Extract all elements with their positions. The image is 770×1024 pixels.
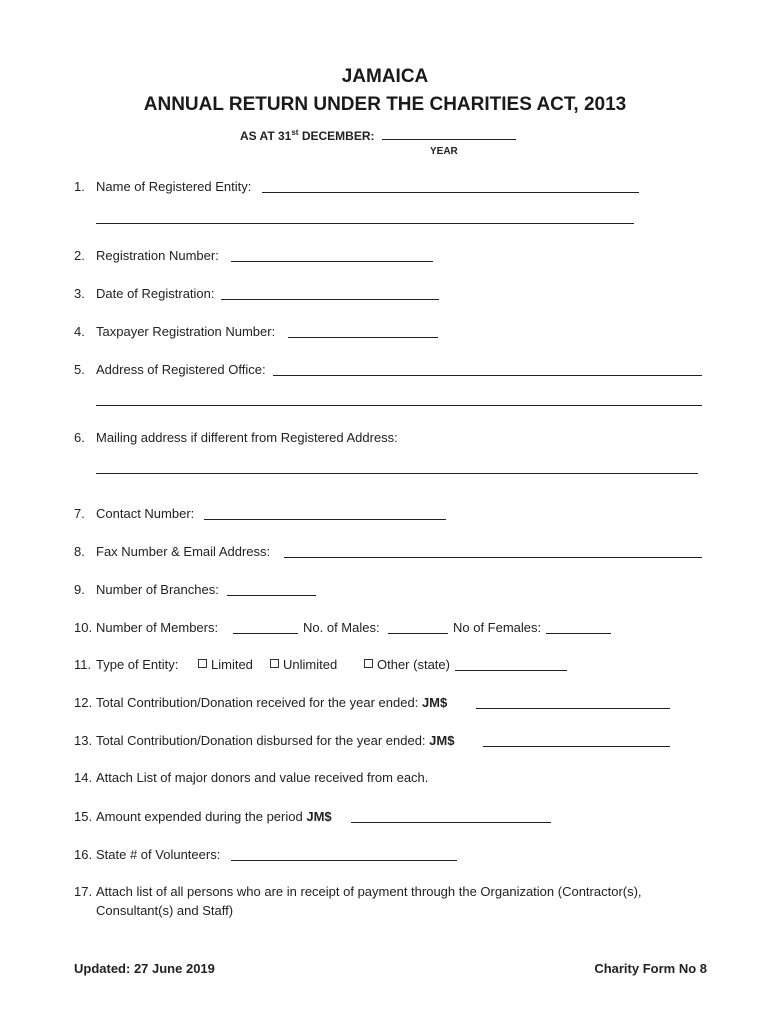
- option-unlimited[interactable]: Unlimited: [270, 657, 337, 672]
- form-number: Charity Form No 8: [594, 961, 707, 976]
- field-2: 2. Registration Number:: [74, 248, 219, 263]
- country-heading: JAMAICA: [341, 66, 429, 87]
- females-line[interactable]: [546, 633, 611, 634]
- entity-name-line-1[interactable]: [262, 192, 639, 193]
- volunteers-line[interactable]: [231, 860, 457, 861]
- year-input-line[interactable]: [382, 128, 516, 140]
- males-line[interactable]: [388, 633, 448, 634]
- field-4: 4. Taxpayer Registration Number:: [74, 324, 276, 339]
- fax-email-line[interactable]: [284, 557, 702, 558]
- year-label: YEAR: [430, 146, 458, 157]
- field-8: 8. Fax Number & Email Address:: [74, 544, 271, 559]
- field-3: 3. Date of Registration:: [74, 286, 215, 301]
- contact-number-line[interactable]: [204, 519, 446, 520]
- checkbox-limited[interactable]: [198, 659, 207, 668]
- option-other[interactable]: Other (state): [364, 657, 450, 672]
- field-10: 10. Number of Members:: [74, 620, 219, 635]
- field-17: 17. Attach list of all persons who are in receipt of payment through the Organization (Contractor(s),: [74, 884, 642, 899]
- field-12: 12. Total Contribution/Donation received for the year ended: JM$: [74, 695, 448, 710]
- form-title: ANNUAL RETURN UNDER THE CHARITIES ACT, 2013: [143, 94, 627, 115]
- field-6: 6. Mailing address if different from Registered Address:: [74, 430, 398, 445]
- as-at-line: AS AT 31st DECEMBER:: [240, 128, 516, 143]
- field-1: 1. Name of Registered Entity:: [74, 179, 252, 194]
- entity-name-line-2[interactable]: [96, 223, 634, 224]
- checkbox-unlimited[interactable]: [270, 659, 279, 668]
- contribution-received-line[interactable]: [476, 708, 670, 709]
- females-label: No of Females:: [453, 620, 542, 635]
- field-17-line2: Consultant(s) and Staff): [96, 903, 234, 918]
- branches-line[interactable]: [227, 595, 316, 596]
- other-state-line[interactable]: [455, 670, 567, 671]
- field-9: 9. Number of Branches:: [74, 582, 219, 597]
- updated-date: Updated: 27 June 2019: [74, 961, 215, 976]
- taxpayer-number-line[interactable]: [288, 337, 438, 338]
- mailing-address-line[interactable]: [96, 473, 698, 474]
- males-label: No. of Males:: [303, 620, 380, 635]
- field-14: 14. Attach List of major donors and value received from each.: [74, 770, 429, 785]
- registered-address-line-1[interactable]: [273, 375, 702, 376]
- members-line[interactable]: [233, 633, 298, 634]
- date-of-registration-line[interactable]: [221, 299, 439, 300]
- amount-expended-line[interactable]: [351, 822, 551, 823]
- contribution-disbursed-line[interactable]: [483, 746, 670, 747]
- registered-address-line-2[interactable]: [96, 405, 702, 406]
- checkbox-other[interactable]: [364, 659, 373, 668]
- field-7: 7. Contact Number:: [74, 506, 195, 521]
- field-13: 13. Total Contribution/Donation disbursed for the year ended: JM$: [74, 733, 455, 748]
- field-15: 15. Amount expended during the period JM$: [74, 809, 332, 824]
- field-16: 16. State # of Volunteers:: [74, 847, 221, 862]
- option-limited[interactable]: Limited: [198, 657, 253, 672]
- registration-number-line[interactable]: [231, 261, 433, 262]
- field-5: 5. Address of Registered Office:: [74, 362, 266, 377]
- field-11: 11. Type of Entity:: [74, 657, 179, 672]
